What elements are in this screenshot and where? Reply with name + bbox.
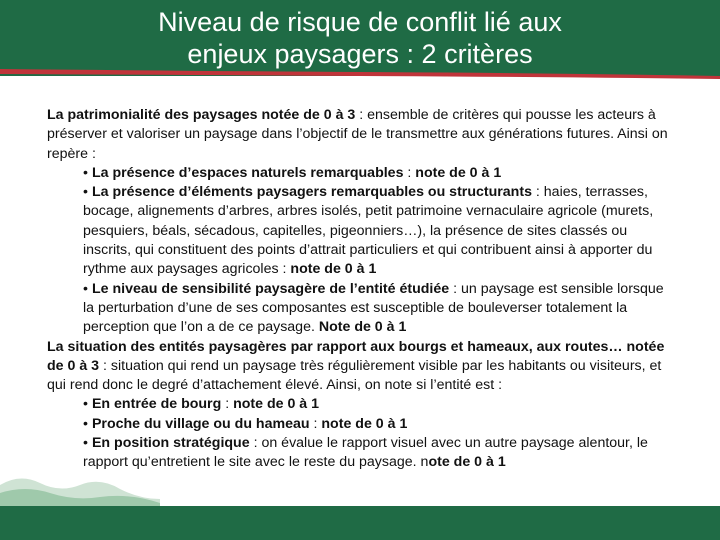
bullet-icon: • bbox=[83, 396, 88, 413]
bullet-text: : on évalue le rapport visuel avec un autre paysage alentour, le rapport qu’entretient le site avec le reste du paysage. n bbox=[83, 435, 648, 471]
bullet-icon: • bbox=[83, 184, 88, 201]
bullet-icon: • bbox=[83, 415, 88, 432]
list-item bbox=[47, 280, 677, 338]
bullet-term: La présence d’éléments paysagers remarquables ou structurants bbox=[91, 184, 532, 201]
slide-body bbox=[47, 106, 677, 473]
bullet-icon: • bbox=[83, 280, 88, 297]
bullet-text: : un paysage est sensible lorsque la perturbation d’une de ses composantes est susceptible de bouleverser totalement la perception que l’on a de ce paysage. bbox=[83, 280, 664, 336]
bullet-term: Le niveau de sensibilité paysagère de l’entité étudiée bbox=[91, 280, 450, 297]
bullet-note: note de 0 à 1 bbox=[415, 164, 502, 181]
bullet-text: : haies, terrasses, bocage, alignements d’arbres, arbres isolés, petit patrimoine vernaculaire agricole (murets, pesquiers, béals, sécadous, capitelles, pigeonniers…), la présence de sites classés ou inscrits, qui constituent des points d’attrait particuliers et qui contribuent ainsi à apporter du rythme aux paysages agricoles : bbox=[83, 184, 654, 278]
bullet-separator: : bbox=[309, 415, 322, 432]
bullet-term: La présence d’espaces naturels remarquables bbox=[91, 164, 404, 181]
bullet-icon: • bbox=[83, 164, 88, 181]
slide-title-line-1: Niveau de risque de conflit lié aux bbox=[158, 7, 562, 37]
bullet-icon: • bbox=[83, 435, 88, 452]
term-patrimonialite: La patrimonialité des paysages notée de 0 à 3 bbox=[47, 107, 356, 123]
slide-title bbox=[0, 6, 720, 70]
bullet-note: note de 0 à 1 bbox=[233, 396, 320, 413]
bullet-term: En entrée de bourg bbox=[91, 396, 222, 413]
paragraph-text: : ensemble de critères qui pousse les acteurs à préserver et valoriser un paysage dans l’objectif de le transmettre aux générations futures. Ainsi on repère : bbox=[47, 107, 668, 162]
list-item bbox=[47, 164, 677, 183]
list-item bbox=[47, 183, 677, 279]
paragraph-text: : situation qui rend un paysage très régulièrement visible par les habitants ou visiteurs, et qui rend donc le degré d’attachement élevé. Ainsi, on note si l’entité est : bbox=[47, 357, 662, 394]
bullet-separator: : bbox=[403, 164, 416, 181]
footer-bar bbox=[0, 506, 720, 540]
paragraph-situation bbox=[47, 338, 677, 396]
bullet-separator: : bbox=[221, 396, 234, 413]
bullet-term: Proche du village ou du hameau bbox=[91, 415, 310, 432]
bullet-note: Note de 0 à 1 bbox=[318, 319, 407, 336]
term-situation: La situation des entités paysagères par rapport aux bourgs et hameaux, aux routes… notée de 0 à 3 bbox=[47, 338, 665, 374]
list-item bbox=[47, 395, 677, 414]
bullet-term: En position stratégique bbox=[91, 435, 250, 452]
list-item bbox=[47, 415, 677, 434]
slide-title-line-2: enjeux paysagers : 2 critères bbox=[187, 39, 533, 69]
header-accent-swoosh bbox=[0, 67, 720, 79]
bullet-note: note de 0 à 1 bbox=[321, 415, 408, 432]
list-item bbox=[47, 434, 677, 473]
paragraph-patrimonialite bbox=[47, 106, 677, 164]
bullet-note: note de 0 à 1 bbox=[290, 261, 377, 278]
bullet-note: ote de 0 à 1 bbox=[428, 454, 506, 471]
slide-header bbox=[0, 0, 720, 76]
